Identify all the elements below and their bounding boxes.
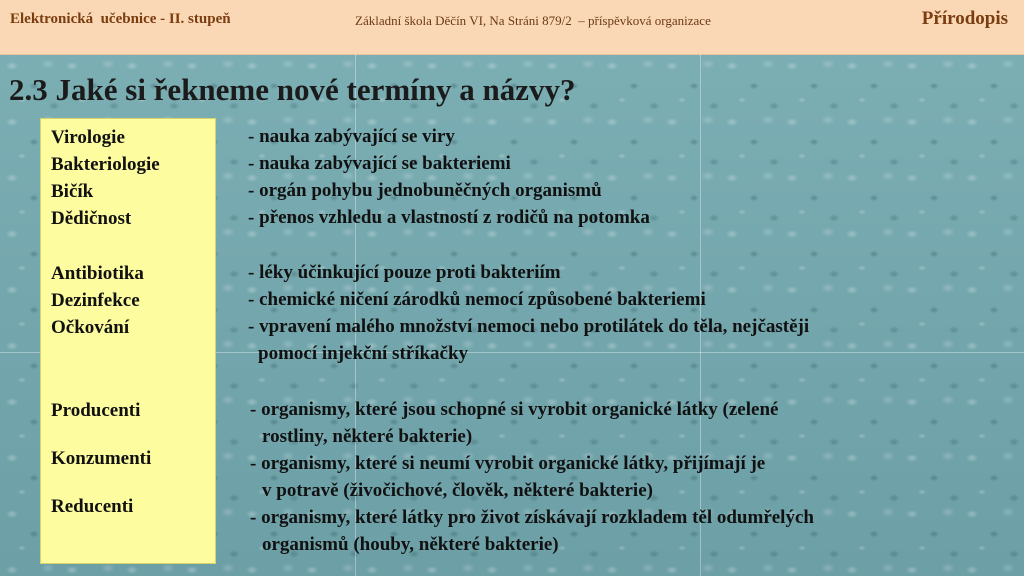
definition-ockovani-continued: pomocí injekční stříkačky [258, 343, 469, 364]
term-bicik: Bičík [51, 181, 94, 202]
definition-producenti: - organismy, které jsou schopné si vyrobit organické látky (zelené [250, 399, 779, 420]
definition-dezinfekce: - chemické ničení zárodků nemocí způsobené bakteriemi [248, 289, 706, 310]
term-dedicnost: Dědičnost [51, 208, 132, 229]
term-virologie: Virologie [51, 127, 125, 148]
definition-reducenti: - organismy, které látky pro život získávají rozkladem těl odumřelých [250, 507, 814, 528]
definition-antibiotika: - léky účinkující pouze proti bakteriím [248, 262, 561, 283]
header-subject: Přírodopis [921, 8, 1008, 29]
term-bakteriologie: Bakteriologie [51, 154, 160, 175]
header-school-name: Základní škola Děčín VI, Na Stráni 879/2 – příspěvková organizace [355, 13, 711, 28]
term-producenti: Producenti [51, 400, 141, 421]
term-konzumenti: Konzumenti [51, 448, 152, 469]
definition-dedicnost: - přenos vzhledu a vlastností z rodičů na potomka [248, 207, 650, 228]
definition-virologie: - nauka zabývající se viry [248, 126, 455, 147]
definition-bakteriologie: - nauka zabývající se bakteriemi [248, 153, 511, 174]
definition-bicik: - orgán pohybu jednobuněčných organismů [248, 180, 602, 201]
term-dezinfekce: Dezinfekce [51, 290, 140, 311]
slide-title: 2.3 Jaké si řekneme nové termíny a názvy? [9, 72, 576, 107]
background-grid-line [700, 54, 701, 576]
definition-konzumenti-continued: v potravě (živočichové, člověk, některé bakterie) [262, 480, 653, 501]
term-ockovani: Očkování [51, 317, 130, 338]
definition-konzumenti: - organismy, které si neumí vyrobit organické látky, přijímají je [250, 453, 766, 474]
term-reducenti: Reducenti [51, 496, 134, 517]
definition-producenti-continued: rostliny, některé bakterie) [262, 426, 473, 447]
term-antibiotika: Antibiotika [51, 263, 144, 284]
slide-header [0, 0, 1024, 55]
definition-ockovani: - vpravení malého množství nemoci nebo protilátek do těla, nejčastěji [248, 316, 810, 337]
definition-reducenti-continued: organismů (houby, některé bakterie) [262, 534, 559, 555]
header-textbook-label: Elektronická učebnice - II. stupeň [10, 11, 231, 27]
